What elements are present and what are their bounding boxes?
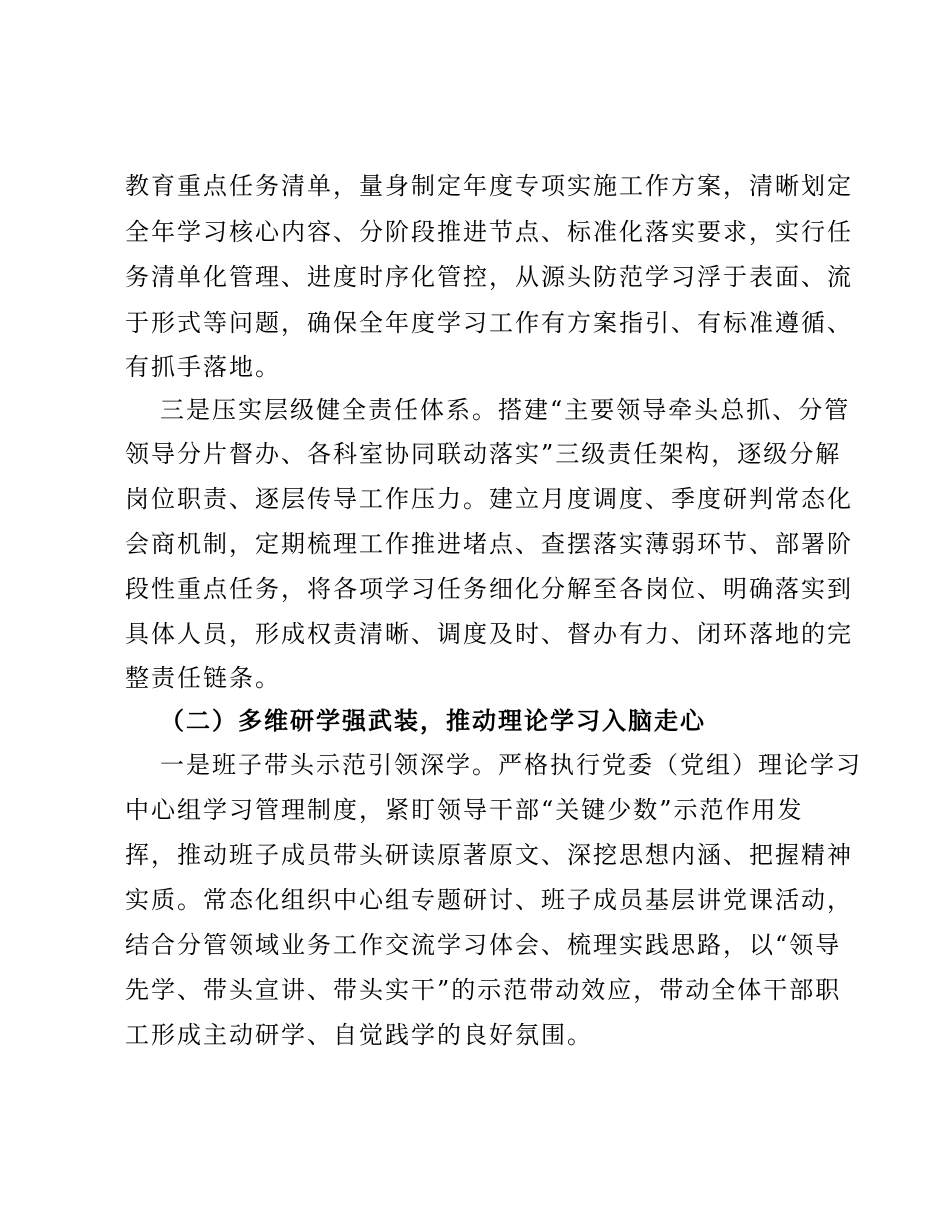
section-heading: （二）多维研学强武装，推动理论学习入脑走心 [160,706,706,735]
body-text-line: 务清单化管理、进度时序化管控，从源头防范学习浮于表面、流 [125,263,853,291]
body-text-line: 于形式等问题，确保全年度学习工作有方案指引、有标准遵循、 [125,309,853,337]
body-text-line: 段性重点任务，将各项学习任务细化分解至各岗位、明确落实到 [125,575,853,603]
body-text-line: 整责任链条。 [125,664,281,692]
body-text-line: 结合分管领域业务工作交流学习体会、梳理实践思路，以“领导 [125,931,842,959]
body-text-line: 先学、带头宣讲、带头实干”的示范带动效应，带动全体干部职 [125,976,842,1004]
body-text-line: 中心组学习管理制度，紧盯领导干部“关键少数”示范作用发 [125,796,804,824]
body-text-line: 工形成主动研学、自觉践学的良好氛围。 [125,1021,593,1049]
body-text-line: 会商机制，定期梳理工作推进堵点、查摆落实薄弱环节、部署阶 [125,530,853,558]
body-text-line: 教育重点任务清单，量身制定年度专项实施工作方案，清晰划定 [125,172,853,200]
body-text-line: 挥，推动班子成员带头研读原著原文、深挖思想内涵、把握精神 [125,841,853,869]
body-text-line: 岗位职责、逐层传导工作压力。建立月度调度、季度研判常态化 [125,485,853,513]
body-text-line: 领导分片督办、各科室协同联动落实”三级责任架构，逐级分解 [125,440,842,468]
body-text-line: 全年学习核心内容、分阶段推进节点、标准化落实要求，实行任 [125,218,853,246]
paragraph-first-line: 一是班子带头示范引领深学。严格执行党委（党组）理论学习 [160,751,862,779]
paragraph-first-line: 三是压实层级健全责任体系。搭建“主要领导牵头总抓、分管 [160,396,851,424]
body-text-line: 具体人员，形成权责清晰、调度及时、督办有力、闭环落地的完 [125,620,853,648]
body-text-line: 实质。常态化组织中心组专题研讨、班子成员基层讲党课活动， [125,886,853,914]
body-text-line: 有抓手落地。 [125,353,281,381]
